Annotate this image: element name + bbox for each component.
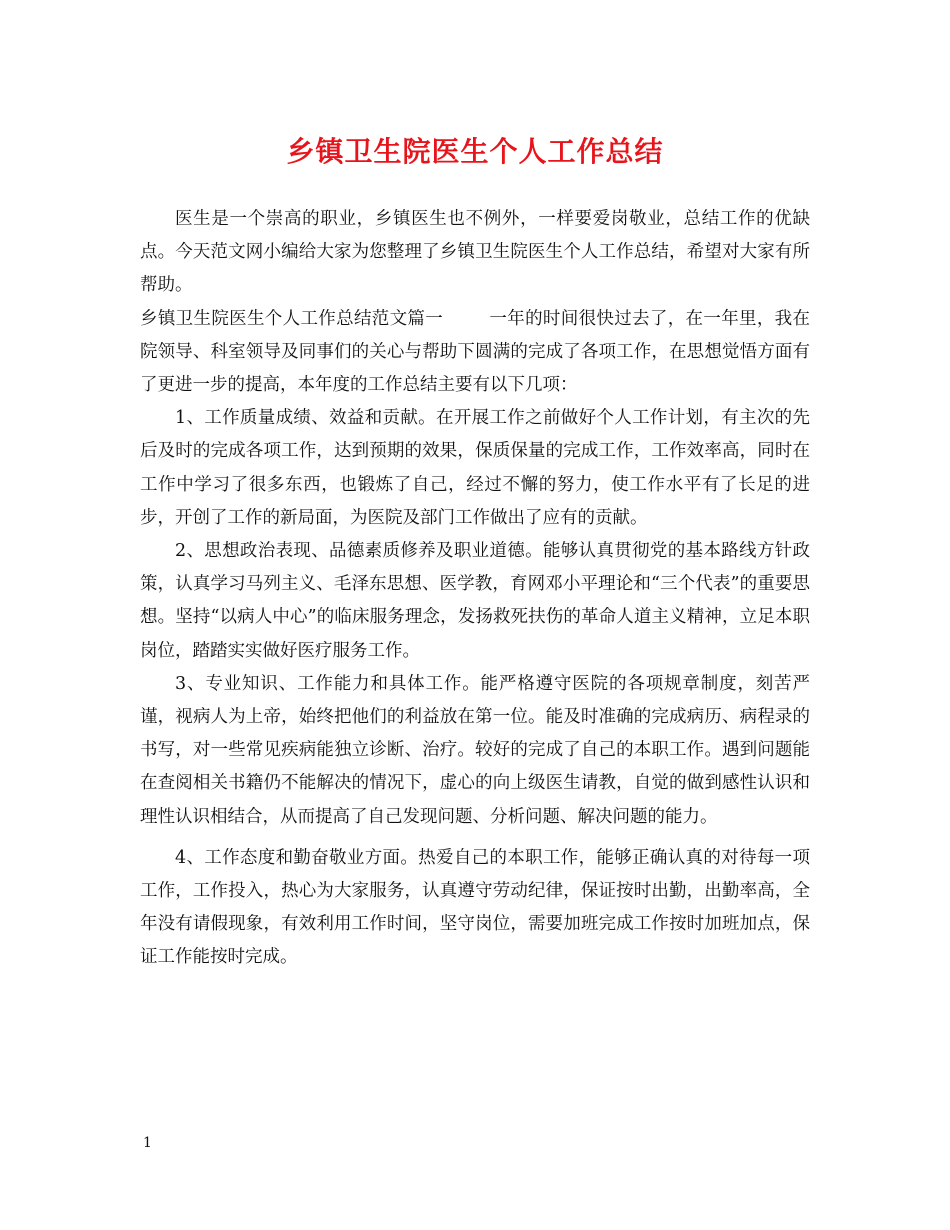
item-paragraph-4: 4、工作态度和勤奋敬业方面。热爱自己的本职工作，能够正确认真的对待每一项工作，工作投入，热心为大家服务，认真遵守劳动纪律，保证按时出勤，出勤率高，全年没有请假现象，有效利用工作时间，坚守岗位，需要加班完成工作按时加班加点，保证工作能按时完成。 [140,847,810,968]
item-paragraph-2: 2、思想政治表现、品德素质修养及职业道德。能够认真贯彻党的基本路线方针政策，认真学习马列主义、毛泽东思想、医学教，育网邓小平理论和“三个代表”的重要思想。坚持“以病人中心”的临床服务理念，发扬救死扶伤的革命人道主义精神，立足本职岗位，踏踏实实做好医疗服务工作。 [140,541,810,661]
section-opening: 一年的时间很快过去了，在一年里，我在院领导、科室领导及同事们的关心与帮助下圆满的完成了各项工作，在思想觉悟方面有了更进一步的提高，本年度的工作总结主要有以下几项： [140,308,811,396]
intro-paragraph: 医生是一个崇高的职业，乡镇医生也不例外，一样要爱岗敬业，总结工作的优缺点。今天范文网小编给大家为您整理了乡镇卫生院医生个人工作总结，希望对大家有所帮助。 [140,209,810,296]
item-paragraph-1: 1、工作质量成绩、效益和贡献。在开展工作之前做好个人工作计划，有主次的先后及时的完成各项工作，达到预期的效果，保质保量的完成工作，工作效率高，同时在工作中学习了很多东西，也锻炼了自己，经过不懈的努力，使工作水平有了长足的进步，开创了工作的新局面，为医院及部门工作做出了应有的贡献。 [140,408,810,528]
item-paragraph-3: 3、专业知识、工作能力和具体工作。能严格遵守医院的各项规章制度，刻苦严谨，视病人为上帝，始终把他们的利益放在第一位。能及时准确的完成病历、病程录的书写，对一些常见疾病能独立诊断、治疗。较好的完成了自己的本职工作。遇到问题能在查阅相关书籍仍不能解决的情况下，虚心的向上级医生请教，自觉的做到感性认识和理性认识相结合，从而提高了自己发现问题、分析问题、解决问题的能力。 [140,673,810,827]
document-body [140,203,810,975]
document-title: 乡镇卫生院医生个人工作总结 [286,135,664,168]
section-heading: 乡镇卫生院医生个人工作总结范文篇一 [140,308,444,329]
page-number: 1 [143,1135,152,1151]
section-paragraph [140,303,810,403]
